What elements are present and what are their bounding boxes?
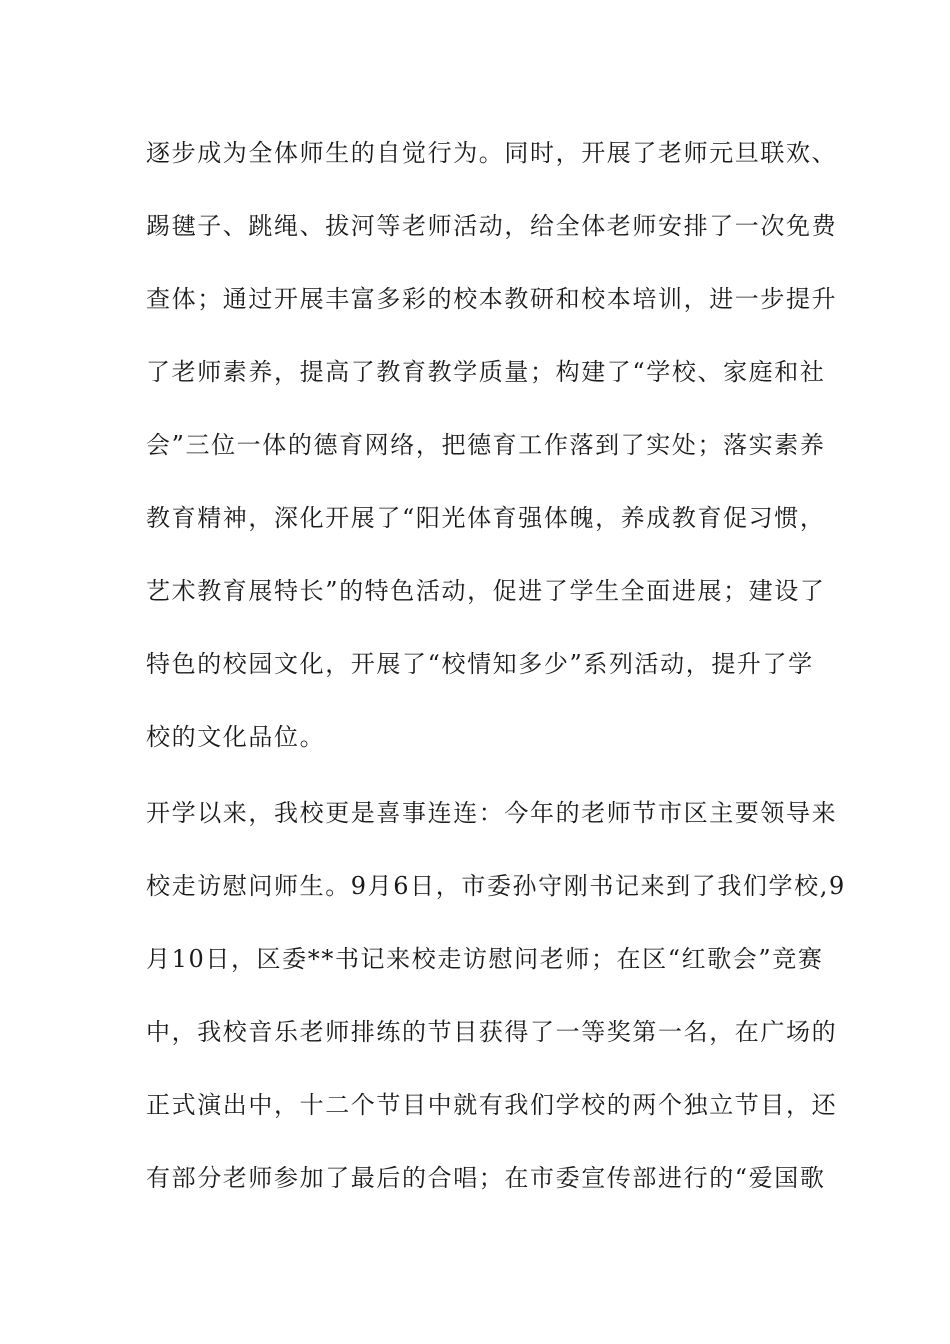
paragraph-last-line: 校的文化品位。 [146,723,326,751]
text-line: 中，我校音乐老师排练的节目获得了一等奖第一名，在广场的 [146,1018,838,1046]
text-line: 踢毽子、跳绳、拔河等老师活动，给全体老师安排了一次免费 [146,212,838,240]
text-line: 正式演出中，十二个节目中就有我们学校的两个独立节目，还 [146,1091,838,1119]
text-line: 会”三位一体的德育网络，把德育工作落到了实处；落实素养 [146,431,826,459]
text-line: 校走访慰问师生。9月6日，市委孙守刚书记来到了我们学校,9 [146,872,846,900]
text-line: 艺术教育展特长”的特色活动，促进了学生全面进展；建设了 [146,577,826,605]
text-line: 月10日，区委**书记来校走访慰问老师；在区“红歌会”竞赛 [146,945,824,973]
text-line: 教育精神，深化开展了“阳光体育强体魄，养成教育促习惯， [146,504,826,532]
text-line: 有部分老师参加了最后的合唱；在市委宣传部进行的“爱国歌 [146,1164,826,1192]
text-line: 了老师素养，提高了教育教学质量；构建了“学校、家庭和社 [146,358,826,386]
text-line: 开学以来，我校更是喜事连连：今年的老师节市区主要领导来 [146,799,838,827]
text-line: 逐步成为全体师生的自觉行为。同时，开展了老师元旦联欢、 [146,139,838,167]
text-line: 查体；通过开展丰富多彩的校本教研和校本培训，进一步提升 [146,285,838,313]
text-line: 特色的校园文化，开展了“校情知多少”系列活动，提升了学 [146,650,814,678]
